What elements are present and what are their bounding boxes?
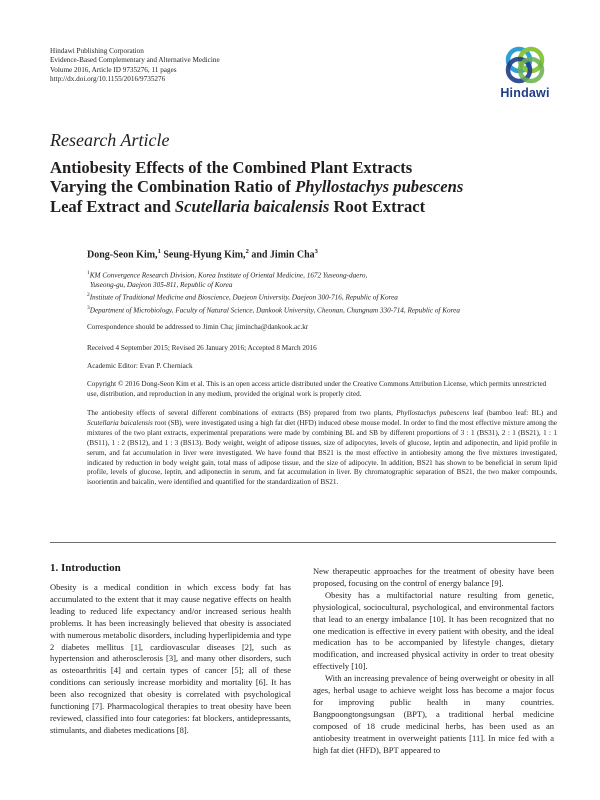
- section-heading: 1. Introduction: [50, 562, 121, 574]
- affiliation: $^3$Department of Microbiology, Faculty of Natural Science, Dankook University, Cheonan, Chungnam 330-714, Republic of Korea: [87, 304, 460, 315]
- publisher: Hindawi Publishing Corporation: [50, 47, 144, 55]
- author: and Jimin Cha: [251, 249, 315, 261]
- author: Seung-Hyung Kim,: [163, 249, 246, 261]
- body-column-left: [50, 582, 291, 737]
- article-type: Research Article: [50, 130, 170, 150]
- volume-info: Volume 2016, Article ID 9735276, 11 pages: [50, 65, 177, 74]
- copyright-notice: Copyright © 2016 Dong-Seon Kim et al. This is an open access article distributed under the Creative Commons Attribution License, which permits unrestricted use, distribution, and reproduction in any medium, provided the original work is properly cited.: [87, 380, 547, 399]
- body-column-right: [313, 566, 554, 757]
- correspondence: Correspondence should be addressed to Jimin Cha; jimincha@dankook.ac.kr: [87, 323, 309, 331]
- affiliation: $^1$KM Convergence Research Division, Korea Institute of Oriental Medicine, 1672 Yuseong-daero,: [87, 270, 368, 280]
- title-line: Varying the Combination Ratio of Phyllostachys pubescens: [50, 177, 464, 197]
- author-list: Dong-Seon Kim,$^1$ Seung-Hyung Kim,$^2$ and Jimin Cha$^3$: [87, 248, 318, 261]
- paragraph: Obesity has a multifactorial nature resulting from genetic, physiological, sociocultural, psychological, and environmental factors that lead to an energy imbalance [10]. It has been recognized that no one medication is effective in every patient with obesity, and the ideal medication has to be accompanied by lifestyle changes, dietary modification, and increased physical activity in order to treat obesity effectively [10].: [313, 589, 554, 672]
- logo-wordmark: Hindawi: [500, 86, 550, 100]
- section-divider: [50, 542, 556, 543]
- paragraph: Obesity is a medical condition in which excess body fat has accumulated to the extent that it may cause negative effects on health leading to reduced life expectancy and/or increased serious health problems. It has been increasingly believed that obesity is associated with numerous metabolic disorders, including hyperlipidemia and type 2 diabetes mellitus [1], cardiovascular diseases [2], such as hypertension and atherosclerosis [3], and many other disorders, such as osteoarthritis [4] and certain types of cancer [5]; all of these conditions can seriously increase morbidity and mortality [6]. It has been also recognized that obesity is correlated with psychological functioning [7]. Pharmacological therapies to treat obesity have been reviewed, classified into four categories: fat blockers, antidepressants, stimulants, and diabetes medications [8].: [50, 582, 291, 735]
- author: Dong-Seon Kim,: [87, 249, 158, 261]
- hindawi-logo-icon: [503, 45, 547, 85]
- article-dates: Received 4 September 2015; Revised 26 January 2016; Accepted 8 March 2016: [87, 344, 317, 352]
- paragraph: With an increasing prevalence of being overweight or obesity in all ages, herbal usage to achieve weight loss has become a major focus for improving public health in many countries. Bangpoongtongsungsan (BPT), a traditional herbal medicine composed of 18 crude medicinal herbs, has been used as an antiobesity treatment in overweight patients [11]. In mice fed with a high fat diet (HFD), BPT appeared to: [313, 673, 554, 755]
- abstract: The antiobesity effects of several different combinations of extracts (BS) prepared from two plants, Phyllostachys pubescens leaf (bamboo leaf: BL) and Scutellaria baicalensis root (SB), were investigated using a high fat diet (HFD) induced obese mouse model. In order to find the most effective mixture among the mixtures of the two plant extracts, experimental preparations were made by combining BL and SB by different proportions of 3 : 1 (BS31), 2 : 1 (BS21), 1 : 1 (BS11), 1 : 2 (BS12), and 1 : 3 (BS13). Body weight, weight of adipose tissues, size of adipocytes, levels of glucose, leptin and adiponectin, and lipid profile in serum, and fat accumulation in liver were investigated. We have found that BS21 is the most effective in antiobesity among the five mixtures investigated, indicated by reduction in body weight gain, total mass of adipose tissue, and the size of adipocyte. In addition, BS21 has shown to be beneficial in serum lipid profile, levels of glucose, leptin, and adiponectin in serum, and fat accumulation in liver. By chromatographic separation of BS21, the two maker compounds, isoorientin and baicalin, were identified and quantified for the standardization of BS21.: [87, 409, 557, 487]
- affiliation: $^2$Institute of Traditional Medicine and Bioscience, Daejeon University, Daejeon 300-716, Republic of Korea: [87, 292, 398, 302]
- publisher-logo[interactable]: [496, 45, 554, 107]
- title-line: Leaf Extract and Scutellaria baicalensis Root Extract: [50, 196, 426, 216]
- academic-editor: Academic Editor: Evan P. Cherniack: [87, 362, 193, 370]
- article-title: [50, 158, 560, 216]
- doi-link[interactable]: http://dx.doi.org/10.1155/2016/9735276: [50, 74, 166, 83]
- title-line: Antiobesity Effects of the Combined Plant Extracts: [50, 158, 413, 177]
- affiliations: [87, 268, 557, 315]
- journal-name: Evidence-Based Complementary and Alternative Medicine: [50, 56, 220, 65]
- affiliation-continued: Yuseong-gu, Daejeon 305-811, Republic of Korea: [90, 281, 233, 290]
- paragraph: New therapeutic approaches for the treatment of obesity have been proposed, focusing on the control of energy balance [9].: [313, 566, 554, 588]
- running-header: [50, 47, 220, 84]
